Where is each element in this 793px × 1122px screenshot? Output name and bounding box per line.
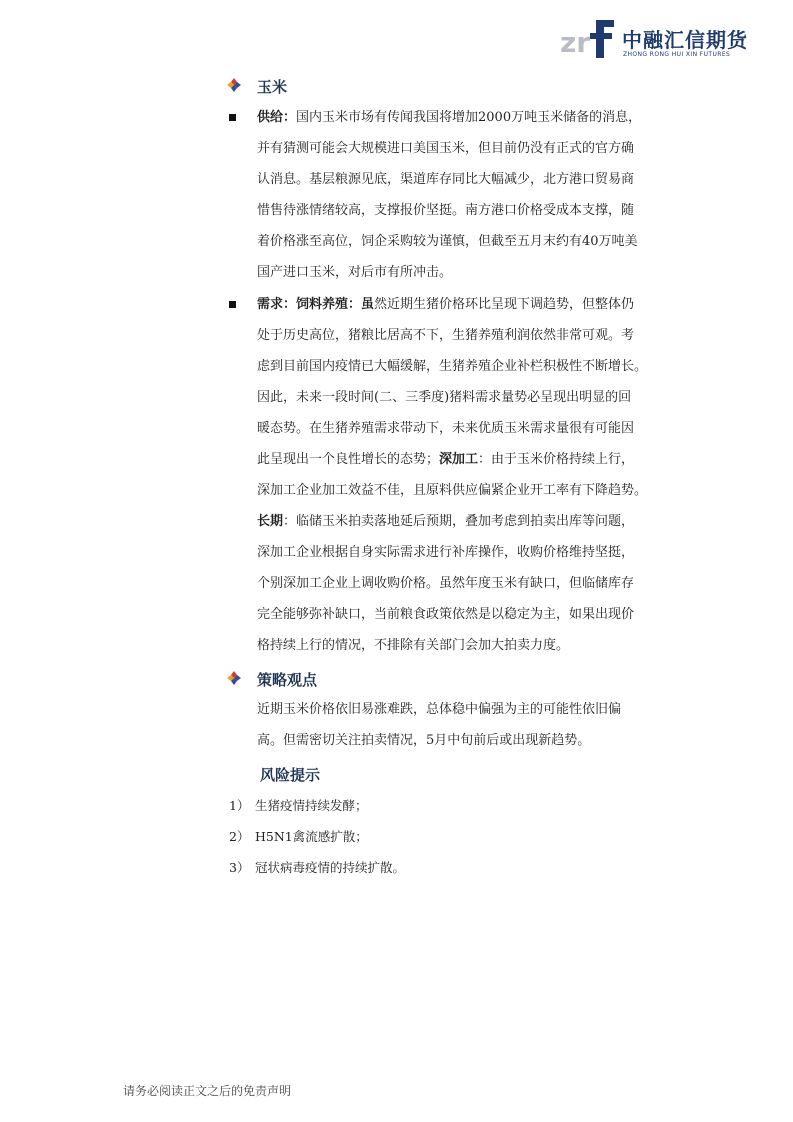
demand-line: ：由于玉米价格持续上行， (478, 452, 635, 467)
svg-text:zr: zr (560, 26, 591, 59)
supply-label: 供给： (257, 110, 297, 125)
demand-line: 因此，未来一段时间(二、三季度)猪料需求量势必呈现出明显的回 (257, 390, 632, 405)
demand-line: 然近期生猪价格环比呈现下调趋势，但整体仍 (374, 297, 635, 312)
demand-paragraph (257, 289, 667, 661)
demand-line: ：临储玉米拍卖落地延后预期，叠加考虑到拍卖出库等问题， (283, 514, 635, 529)
supply-line: 着价格涨至高位，饲企采购较为谨慎，但截至五月末约有40万吨美 (257, 234, 638, 249)
deep-processing-label: 深加工 (439, 452, 479, 467)
long-term-label: 长期 (257, 514, 284, 529)
risk-item-number: 2） (229, 829, 250, 844)
demand-label: 需求：饲料养殖：虽 (257, 297, 375, 312)
demand-line: 虑到目前国内疫情已大幅缓解，生猪养殖企业补栏积极性不断增长。 (257, 359, 648, 374)
supply-line: 认消息。基层粮源见底，渠道库存同比大幅减少，北方港口贸易商 (257, 172, 635, 187)
square-bullet-icon (229, 114, 236, 121)
supply-line: 惜售待涨情绪较高，支撑报价坚挺。南方港口价格受成本支撑，随 (257, 203, 635, 218)
square-bullet-icon (229, 301, 236, 308)
company-name-cn: 中融汇信期货 (622, 28, 748, 52)
demand-line: 深加工企业根据自身实际需求进行补库操作，收购价格维持坚挺， (257, 545, 635, 560)
zrf-logo-mark (560, 16, 618, 62)
strategy-line: 高。但需密切关注拍卖情况，5月中旬前后或出现新趋势。 (257, 733, 591, 748)
company-name-en: ZHONG RONG HUI XIN FUTURES (623, 51, 731, 58)
diamond-bullet-icon (227, 78, 241, 92)
demand-line: 处于历史高位，猪粮比居高不下，生猪养殖利润依然非常可观。考 (257, 328, 635, 343)
demand-line: 深加工企业加工效益不佳，且原料供应偏紧企业开工率有下降趋势。 (257, 483, 648, 498)
section-title-strategy: 策略观点 (257, 671, 318, 689)
demand-line: 个别深加工企业上调收购价格。虽然年度玉米有缺口，但临储库存 (257, 576, 635, 591)
supply-line: 国内玉米市场有传闻我国将增加2000万吨玉米储备的消息， (296, 110, 642, 125)
section-title-corn: 玉米 (257, 78, 288, 96)
risk-item-text: 冠状病毒疫情的持续扩散。 (255, 860, 406, 875)
diamond-bullet-icon (227, 671, 241, 685)
company-logo (560, 14, 760, 66)
demand-line: 格持续上行的情况，不排除有关部门会加大拍卖力度。 (257, 638, 570, 653)
risk-item (229, 858, 405, 876)
risk-item (229, 827, 368, 845)
risk-item-number: 3） (229, 860, 250, 875)
supply-line: 并有猜测可能会大规模进口美国玉米，但目前仍没有正式的官方确 (257, 141, 635, 156)
risk-item-text: H5N1禽流感扩散； (255, 829, 368, 844)
demand-line: 此呈现出一个良性增长的态势； (257, 452, 440, 467)
supply-paragraph (257, 102, 667, 288)
strategy-line: 近期玉米价格依旧易涨难跌，总体稳中偏强为主的可能性依旧偏 (257, 702, 622, 717)
supply-line: 国产进口玉米，对后市有所冲击。 (257, 265, 453, 280)
demand-line: 暖态势。在生猪养殖需求带动下，未来优质玉米需求量很有可能因 (257, 421, 635, 436)
risk-item-number: 1） (229, 798, 250, 813)
section-title-risk: 风险提示 (260, 766, 321, 784)
strategy-paragraph (257, 694, 667, 756)
risk-item (229, 796, 368, 814)
demand-line: 完全能够弥补缺口，当前粮食政策依然是以稳定为主，如果出现价 (257, 607, 635, 622)
risk-item-text: 生猪疫情持续发酵； (255, 798, 368, 813)
footer-disclaimer: 请务必阅读正文之后的免责声明 (123, 1084, 292, 1098)
